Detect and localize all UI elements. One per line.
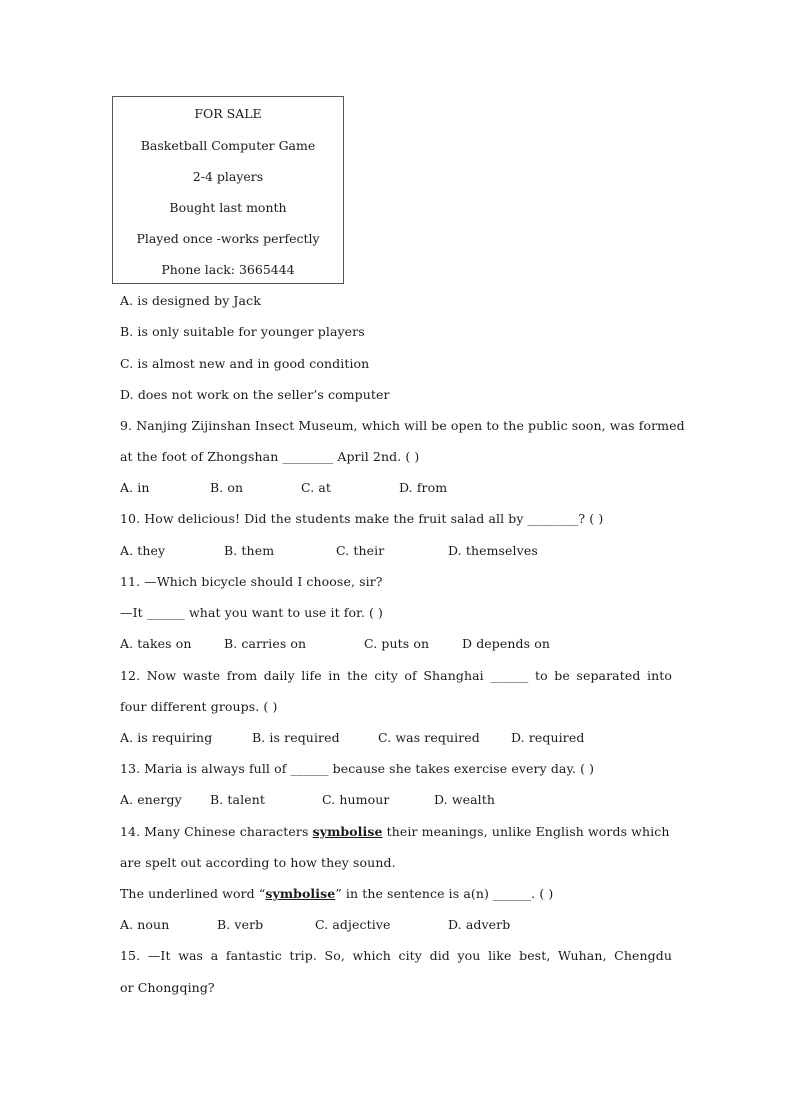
q11-option-d: D depends on [462,636,551,651]
q15-stem-line2: or Chongqing? [120,980,215,995]
q11-option-a: A. takes on [120,636,192,651]
q14-option-c: C. adjective [315,917,391,932]
q14-stem-line1 [120,824,672,840]
q9-stem-line2: at the foot of Zhongshan ________ April 2nd. ( ) [120,449,420,464]
advert-product: Basketball Computer Game [140,138,316,153]
for-sale-advert [112,96,344,284]
q14-stem-line2: are spelt out according to how they sound. [120,855,396,870]
q12-option-a: A. is requiring [120,730,213,745]
q15-stem-line1: 15. —It was a fantastic trip. So, which city did you like best, Wuhan, Chengdu [120,948,672,963]
q13-option-d: D. wealth [434,792,496,807]
q14-option-a: A. noun [120,917,170,932]
q11-stem-line2: —It ______ what you want to use it for. ( ) [120,605,383,620]
q10-option-b: B. them [224,543,275,558]
q14-question-suffix: ” in the sentence is a(n) ______. ( ) [335,886,554,901]
q13-stem: 13. Maria is always full of ______ because she takes exercise every day. ( ) [120,761,595,776]
q8-option-c: C. is almost new and in good condition [120,356,370,371]
q12-option-b: B. is required [252,730,340,745]
q9-option-c: C. at [301,480,332,495]
q10-option-d: D. themselves [448,543,538,558]
q8-option-b: B. is only suitable for younger players [120,324,365,339]
q12-option-c: C. was required [378,730,480,745]
q12-stem-line2: four different groups. ( ) [120,699,278,714]
q12-stem-line1: 12. Now waste from daily life in the city of Shanghai ______ to be separated into [120,668,672,683]
q10-option-a: A. they [120,543,166,558]
q14-question [120,886,672,902]
q13-option-b: B. talent [210,792,265,807]
q14-option-d: D. adverb [448,917,511,932]
q14-underlined-keyword: symbolise [312,824,383,839]
advert-condition: Played once -works perfectly [136,231,320,246]
q8-option-a: A. is designed by Jack [120,293,261,308]
q14-stem-suffix: their meanings, unlike English words which [386,824,670,839]
q14-question-prefix: The underlined word “ [120,886,266,901]
q10-stem: 10. How delicious! Did the students make the fruit salad all by ________? ( ) [120,511,604,526]
q14-stem-prefix: 14. Many Chinese characters [120,824,309,839]
q12-option-d: D. required [511,730,585,745]
q13-option-c: C. humour [322,792,390,807]
q13-option-a: A. energy [120,792,182,807]
q9-stem-line1: 9. Nanjing Zijinshan Insect Museum, which will be open to the public soon, was formed [120,418,685,433]
q14-question-keyword: symbolise [265,886,336,901]
q8-option-d: D. does not work on the seller’s computer [120,387,390,402]
q11-option-b: B. carries on [224,636,307,651]
q9-option-b: B. on [210,480,244,495]
q11-stem-line1: 11. —Which bicycle should I choose, sir? [120,574,383,589]
q14-option-b: B. verb [217,917,264,932]
advert-title: FOR SALE [194,106,262,121]
advert-players: 2-4 players [192,169,264,184]
q11-option-c: C. puts on [364,636,430,651]
advert-bought: Bought last month [169,200,287,215]
q10-option-c: C. their [336,543,385,558]
q9-option-a: A. in [120,480,150,495]
advert-phone: Phone lack: 3665444 [161,262,295,277]
q9-option-d: D. from [399,480,448,495]
